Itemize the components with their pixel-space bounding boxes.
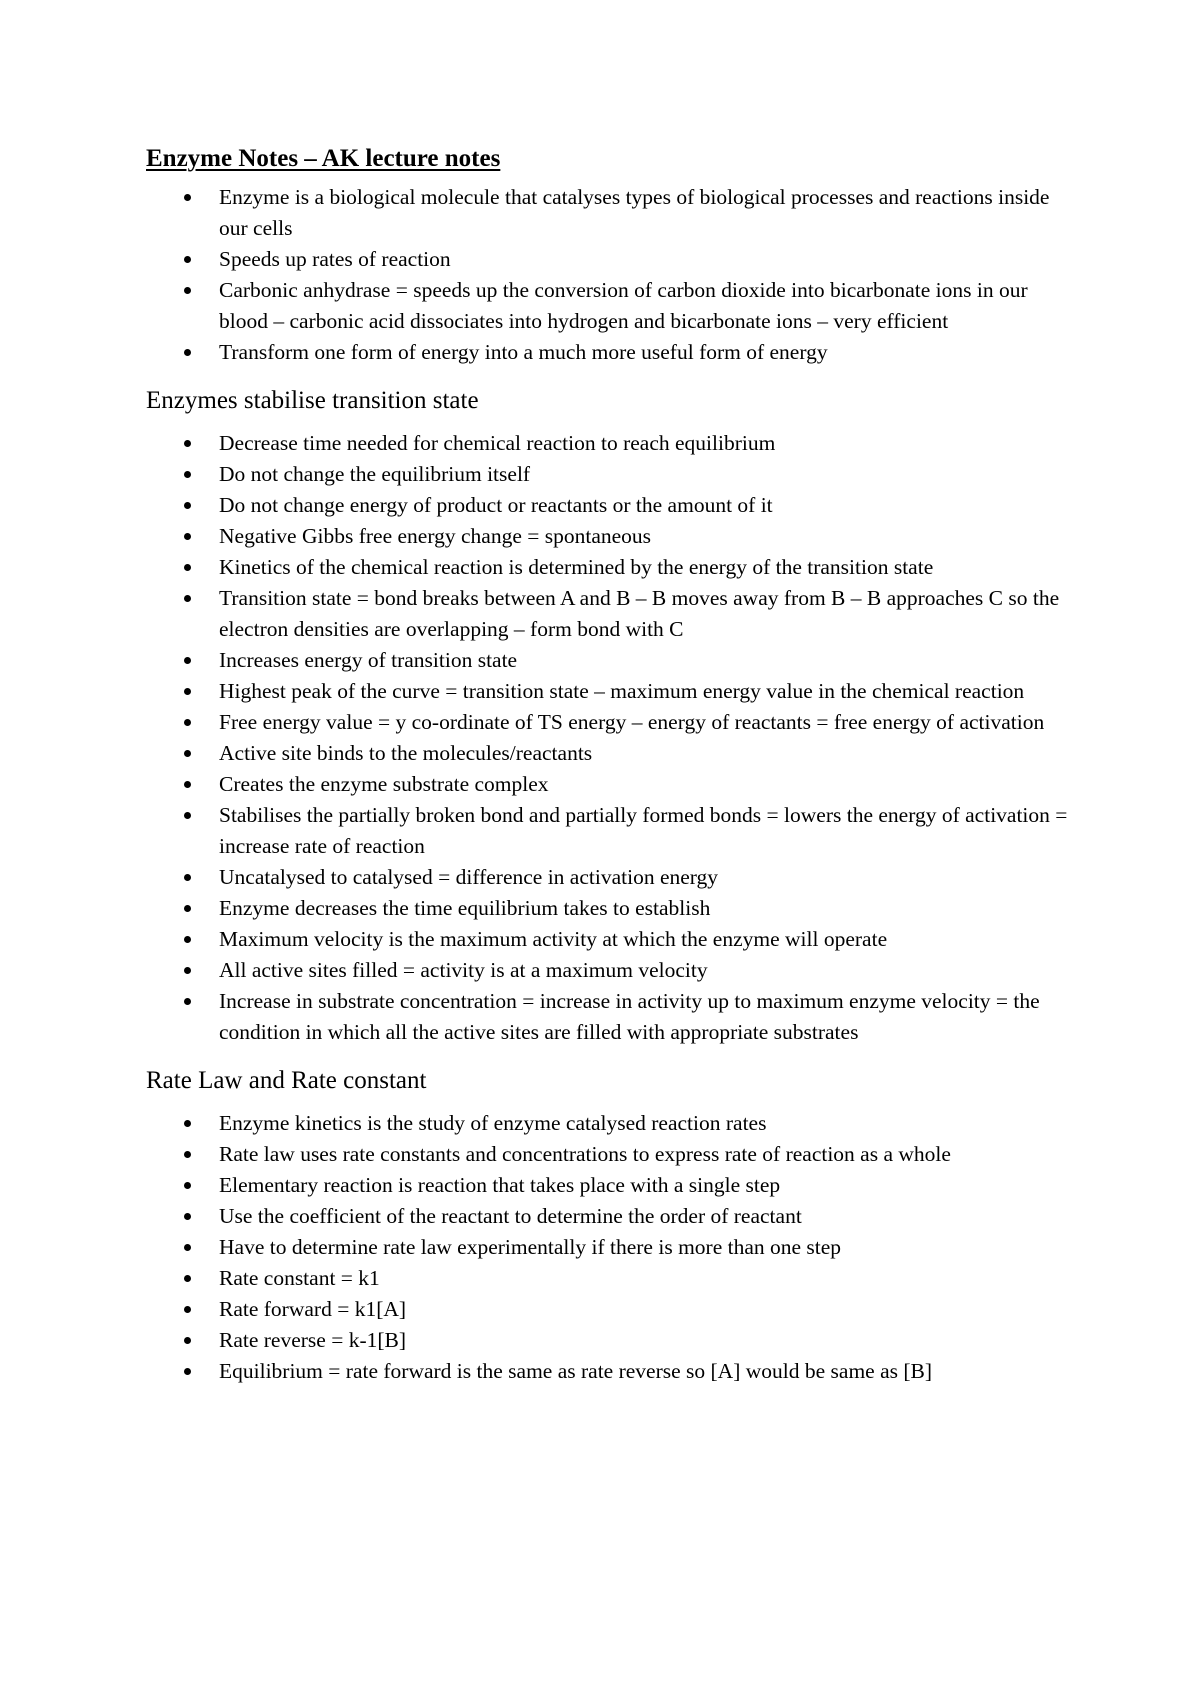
list-item: Kinetics of the chemical reaction is determined by the energy of the transition state (146, 552, 1076, 583)
list-item: Transform one form of energy into a much more useful form of energy (146, 337, 1076, 368)
list-item: Enzyme kinetics is the study of enzyme catalysed reaction rates (146, 1108, 1076, 1139)
list-item: Carbonic anhydrase = speeds up the conversion of carbon dioxide into bicarbonate ions in our blood – carbonic acid dissociates into hydrogen and bicarbonate ions – very efficient (146, 275, 1076, 337)
list-item: Do not change energy of product or reactants or the amount of it (146, 490, 1076, 521)
list-item: Transition state = bond breaks between A and B – B moves away from B – B approaches C so the electron densities are overlapping – form bond with C (146, 583, 1076, 645)
list-item: Decrease time needed for chemical reaction to reach equilibrium (146, 428, 1076, 459)
list-item: Enzyme is a biological molecule that catalyses types of biological processes and reactions inside our cells (146, 182, 1076, 244)
list-item: All active sites filled = activity is at a maximum velocity (146, 955, 1076, 986)
section-heading-rate-law: Rate Law and Rate constant (146, 1067, 427, 1094)
list-item: Creates the enzyme substrate complex (146, 769, 1076, 800)
document-title: Enzyme Notes – AK lecture notes (146, 145, 501, 172)
transition-state-bullet-list (146, 428, 1076, 1048)
list-item: Have to determine rate law experimentally if there is more than one step (146, 1232, 1076, 1263)
list-item: Maximum velocity is the maximum activity at which the enzyme will operate (146, 924, 1076, 955)
list-item: Elementary reaction is reaction that takes place with a single step (146, 1170, 1076, 1201)
list-item: Enzyme decreases the time equilibrium takes to establish (146, 893, 1076, 924)
list-item: Negative Gibbs free energy change = spontaneous (146, 521, 1076, 552)
list-item: Rate reverse = k-1[B] (146, 1325, 1076, 1356)
list-item: Do not change the equilibrium itself (146, 459, 1076, 490)
list-item: Use the coefficient of the reactant to determine the order of reactant (146, 1201, 1076, 1232)
document-content (146, 144, 1076, 1387)
list-item: Rate constant = k1 (146, 1263, 1076, 1294)
list-item: Speeds up rates of reaction (146, 244, 1076, 275)
list-item: Uncatalysed to catalysed = difference in activation energy (146, 862, 1076, 893)
list-item: Free energy value = y co-ordinate of TS energy – energy of reactants = free energy of activation (146, 707, 1076, 738)
intro-bullet-list (146, 182, 1076, 368)
list-item: Rate forward = k1[A] (146, 1294, 1076, 1325)
list-item: Increases energy of transition state (146, 645, 1076, 676)
list-item: Highest peak of the curve = transition state – maximum energy value in the chemical reaction (146, 676, 1076, 707)
list-item: Equilibrium = rate forward is the same as rate reverse so [A] would be same as [B] (146, 1356, 1076, 1387)
rate-law-bullet-list (146, 1108, 1076, 1387)
section-heading-transition-state: Enzymes stabilise transition state (146, 387, 479, 414)
list-item: Rate law uses rate constants and concentrations to express rate of reaction as a whole (146, 1139, 1076, 1170)
list-item: Increase in substrate concentration = increase in activity up to maximum enzyme velocity = the condition in which all the active sites are filled with appropriate substrates (146, 986, 1076, 1048)
list-item: Stabilises the partially broken bond and partially formed bonds = lowers the energy of activation = increase rate of reaction (146, 800, 1076, 862)
list-item: Active site binds to the molecules/reactants (146, 738, 1076, 769)
